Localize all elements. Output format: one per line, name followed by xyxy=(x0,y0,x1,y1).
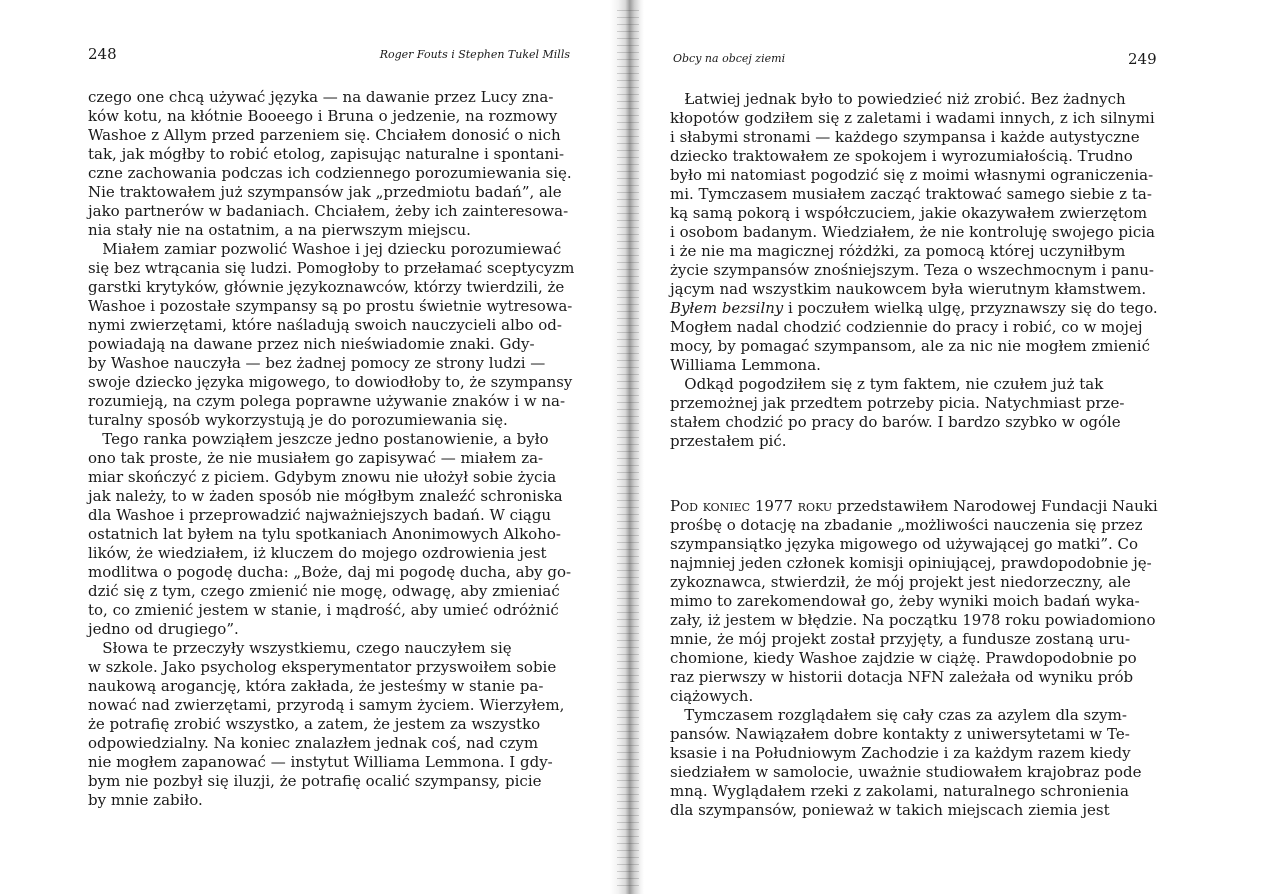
text-line: się bez wtrącania się ludzi. Pomogłoby to przełamać sceptycyzm xyxy=(88,259,575,277)
text-line: jako partnerów w badaniach. Chciałem, żeby ich zainteresowa- xyxy=(88,202,569,220)
text-line: by mnie zabiło. xyxy=(88,791,203,809)
text-line: kłopotów godziłem się z zaletami i wadami innych, z ich silnymi xyxy=(670,109,1155,127)
text-line: dla Washoe i przeprowadzić najważniejszych badań. W ciągu xyxy=(88,506,552,524)
right-page-text-part2 xyxy=(670,497,1158,820)
text-line: Łatwiej jednak było to powiedzieć niż zrobić. Bez żadnych xyxy=(670,90,1126,108)
text-line: stałem chodzić po pracy do barów. I bardzo szybko w ogóle xyxy=(670,413,1121,431)
text-line: Słowa te przeczyły wszystkiemu, czego nauczyłem się xyxy=(88,639,512,657)
text-line: było mi natomiast pogodzić się z moimi własnymi ograniczenia- xyxy=(670,166,1154,184)
text-line: szympansiątko języka migowego od używającej go matki”. Co xyxy=(670,535,1139,553)
text-line: i osobom badanym. Wiedziałem, że nie kontroluję swojego picia xyxy=(670,223,1155,241)
gutter-scan-noise xyxy=(617,10,639,890)
text-line: garstki krytyków, głównie językoznawców, którzy twierdzili, że xyxy=(88,278,565,296)
text-line: nia stały nie na ostatnim, a na pierwszym miejscu. xyxy=(88,221,471,239)
text-line: czne zachowania podczas ich codziennego porozumiewania się. xyxy=(88,164,572,182)
text-line: chomione, kiedy Washoe zajdzie w ciążę. Prawdopodobnie po xyxy=(670,649,1137,667)
text-line: Tego ranka powziąłem jeszcze jedno postanowienie, a było xyxy=(88,430,549,448)
text-line: czego one chcą używać języka — na dawanie przez Lucy zna- xyxy=(88,88,554,106)
text-line: jedno od drugiego”. xyxy=(88,620,239,638)
text-line: pansów. Nawiązałem dobre kontakty z uniwersytetami w Te- xyxy=(670,725,1130,743)
running-head-left: Roger Fouts i Stephen Tukel Mills xyxy=(379,48,570,61)
page-number-right: 249 xyxy=(1128,50,1157,68)
text-line: nie mogłem zapanować — instytut Williama Lemmona. I gdy- xyxy=(88,753,553,771)
text-line: dla szympansów, ponieważ w takich miejscach ziemia jest xyxy=(670,801,1110,819)
text-line: ksasie i na Południowym Zachodzie i za każdym razem kiedy xyxy=(670,744,1131,762)
text-line: mną. Wyglądałem rzeki z zakolami, naturalnego schronienia xyxy=(670,782,1129,800)
text-line: miar skończyć z piciem. Gdybym znowu nie ułożył sobie życia xyxy=(88,468,557,486)
text-line: prośbę o dotację na zbadanie „możliwości nauczenia się przez xyxy=(670,516,1143,534)
text-line: Byłem bezsilny i poczułem wielką ulgę, przyznawszy się do tego. xyxy=(670,299,1158,317)
text-line: nymi zwierzętami, które naśladują swoich nauczycieli albo od- xyxy=(88,316,562,334)
text-line: Washoe z Allym przed parzeniem się. Chciałem donosić o nich xyxy=(88,126,561,144)
text-line: i że nie ma magicznej różdżki, za pomocą której uczyniłbym xyxy=(670,242,1126,260)
text-line: Tymczasem rozglądałem się cały czas za azylem dla szym- xyxy=(670,706,1127,724)
text-line: rozumieją, na czym polega poprawne używanie znaków i w na- xyxy=(88,392,566,410)
text-line: zały, iż jestem w błędzie. Na początku 1978 roku powiadomiono xyxy=(670,611,1156,629)
emphasis-text: Byłem bezsilny xyxy=(670,299,784,317)
text-line: turalny sposób wykorzystują je do porozumiewania się. xyxy=(88,411,508,429)
text-line: by Washoe nauczyła — bez żadnej pomocy ze strony ludzi — xyxy=(88,354,546,372)
text-line: Nie traktowałem już szympansów jak „przedmiotu badań”, ale xyxy=(88,183,562,201)
text-line: bym nie pozbył się iluzji, że potrafię ocalić szympansy, picie xyxy=(88,772,542,790)
text-line: siedziałem w samolocie, uważnie studiowałem krajobraz pode xyxy=(670,763,1142,781)
text-line: powiadają na dawane przez nich nieświadomie znaki. Gdy- xyxy=(88,335,535,353)
text-line: zykoznawca, stwierdził, że mój projekt jest niedorzeczny, ale xyxy=(670,573,1131,591)
text-line: mocy, by pomagać szympansom, ale za nic nie mogłem zmienić xyxy=(670,337,1150,355)
text-line: mi. Tymczasem musiałem zacząć traktować samego siebie z ta- xyxy=(670,185,1152,203)
text-line: tak, jak mógłby to robić etolog, zapisując naturalne i spontani- xyxy=(88,145,565,163)
section-opening-line xyxy=(670,497,1158,516)
running-head-right: Obcy na obcej ziemi xyxy=(673,52,786,65)
text-line: jak należy, to w żaden sposób nie mógłbym znaleźć schroniska xyxy=(88,487,563,505)
left-page-text xyxy=(88,88,574,810)
text-line: najmniej jeden członek komisji opiniującej, prawdopodobnie ję- xyxy=(670,554,1152,572)
text-line: mnie, że mój projekt został przyjęty, a fundusze zostaną uru- xyxy=(670,630,1131,648)
text-line: lików, że wiedziałem, iż kluczem do mojego ozdrowienia jest xyxy=(88,544,547,562)
text-line: dziecko traktowałem ze spokojem i wyrozumiałością. Trudno xyxy=(670,147,1133,165)
text-line: swoje dziecko języka migowego, to dowiodłoby to, że szympansy xyxy=(88,374,573,391)
text-line: ką samą pokorą i współczuciem, jakie okazywałem zwierzętom xyxy=(670,204,1148,222)
text-line: Mogłem nadal chodzić codziennie do pracy i robić, co w mojej xyxy=(670,318,1143,336)
text-line: odpowiedzialny. Na koniec znalazłem jednak coś, nad czym xyxy=(88,734,539,752)
text-line: i słabymi stronami — każdego szympansa i każde autystyczne xyxy=(670,128,1140,146)
text-line: że potrafię zrobić wszystko, a zatem, że jestem za wszystko xyxy=(88,715,541,733)
text-line: przemożnej jak przedtem potrzeby picia. Natychmiast prze- xyxy=(670,394,1125,412)
text-line: ostatnich lat byłem na tylu spotkaniach Anonimowych Alkoho- xyxy=(88,525,561,543)
text-line: Miałem zamiar pozwolić Washoe i jej dziecku porozumiewać xyxy=(88,240,562,258)
text-line: nować nad zwierzętami, przyrodą i samym życiem. Wierzyłem, xyxy=(88,696,565,714)
left-page xyxy=(0,0,612,894)
section-lead-smallcaps: Pod koniec 1977 roku xyxy=(670,497,833,515)
text-line: ciążowych. xyxy=(670,687,754,705)
text-line: Washoe i pozostałe szympansy są po prostu świetnie wytresowa- xyxy=(88,298,573,315)
page-number-left: 248 xyxy=(88,45,117,63)
text-line: ono tak proste, że nie musiałem go zapisywać — miałem za- xyxy=(88,449,544,467)
text-line: ków kotu, na kłótnie Booeego i Bruna o jedzenie, na rozmowy xyxy=(88,107,558,125)
text-line: mimo to zarekomendował go, żeby wyniki moich badań wyka- xyxy=(670,592,1140,610)
text-line: modlitwa o pogodę ducha: „Boże, daj mi pogodę ducha, aby go- xyxy=(88,563,572,581)
right-page-text-part1 xyxy=(670,90,1158,451)
right-page xyxy=(640,0,1262,894)
section-opening-rest: przedstawiłem Narodowej Fundacji Nauki xyxy=(832,497,1158,515)
text-line: Williama Lemmona. xyxy=(670,356,821,374)
text-line: przestałem pić. xyxy=(670,432,787,450)
text-line: dzić się z tym, czego zmienić nie mogę, odwagę, aby zmieniać xyxy=(88,582,560,600)
text-line: naukową arogancję, która zakłada, że jesteśmy w stanie pa- xyxy=(88,677,544,695)
text-line: Odkąd pogodziłem się z tym faktem, nie czułem już tak xyxy=(670,375,1104,393)
text-line: raz pierwszy w historii dotacja NFN zależała od wyniku prób xyxy=(670,668,1134,686)
text-line: jącym nad wszystkim naukowcem była wierutnym kłamstwem. xyxy=(670,280,1147,298)
text-line: życie szympansów znośniejszym. Teza o wszechmocnym i panu- xyxy=(670,261,1154,279)
text-line: to, co zmienić jestem w stanie, i mądrość, aby umieć odróżnić xyxy=(88,601,559,619)
text-line: w szkole. Jako psycholog eksperymentator przyswoiłem sobie xyxy=(88,658,557,676)
